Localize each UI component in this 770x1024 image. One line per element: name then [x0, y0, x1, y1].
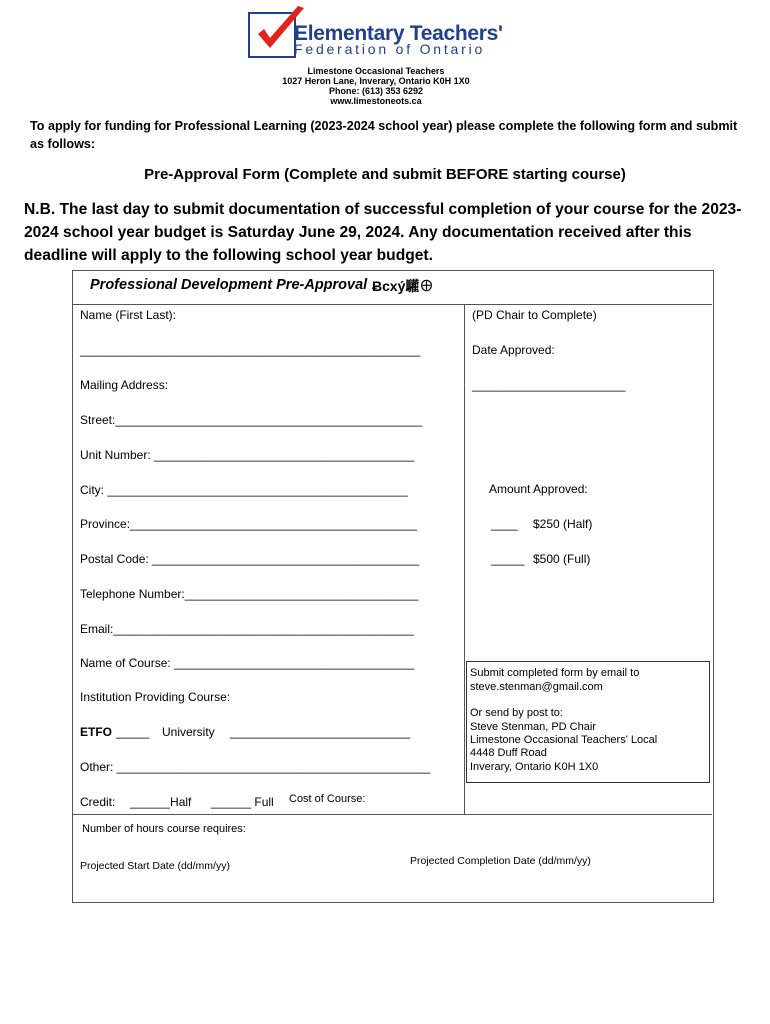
- divider: [72, 304, 712, 305]
- telephone-field[interactable]: Telephone Number:___________________________________: [80, 587, 419, 601]
- submit-instructions: Submit completed form by email to: [470, 667, 640, 679]
- form-title-garbled-glyphs: Ƀсху́驩⊕: [372, 278, 434, 294]
- city-field[interactable]: City: _____________________________________________: [80, 483, 408, 497]
- logo-name: Elementary Teachers': [294, 22, 503, 45]
- logo-federation: Federation of Ontario: [294, 41, 486, 57]
- name-field[interactable]: ___________________________________________________: [80, 343, 421, 357]
- form-subheading: Pre-Approval Form (Complete and submit BEFORE starting course): [144, 166, 626, 183]
- name-label: Name (First Last):: [80, 308, 177, 322]
- cost-label: Cost of Course:: [289, 793, 366, 805]
- org-name: Limestone Occasional Teachers: [307, 66, 445, 76]
- etfo-label: ETFO: [80, 725, 112, 739]
- date-approved-field[interactable]: _______________________: [472, 378, 626, 392]
- institution-label: Institution Providing Course:: [80, 690, 231, 704]
- province-field[interactable]: Province:___________________________________________: [80, 517, 417, 531]
- etfo-field[interactable]: _____: [116, 725, 150, 739]
- postal-code-field[interactable]: Postal Code: ________________________________________: [80, 552, 419, 566]
- mailing-address-label: Mailing Address:: [80, 378, 169, 392]
- deadline-notice: N.B. The last day to submit documentation of successful completion of your course for the 2023-2024 school year budget is Saturday June 29, 2024. Any documentation received after this deadline will apply to the following school year budget.: [24, 201, 742, 264]
- pd-chair-heading: (PD Chair to Complete): [472, 308, 597, 322]
- form-title: Professional Development Pre-Approval: [90, 277, 368, 293]
- date-approved-label: Date Approved:: [472, 343, 555, 357]
- credit-label: Credit:: [80, 795, 116, 809]
- recipient-org: Limestone Occasional Teachers' Local: [470, 734, 658, 746]
- intro-text: To apply for funding for Professional Learning (2023-2024 school year) please complete the following form and submit as follows:: [30, 119, 738, 151]
- unit-number-field[interactable]: Unit Number: _______________________________________: [80, 448, 415, 462]
- email-field[interactable]: Email:_____________________________________________: [80, 622, 414, 636]
- post-instructions: Or send by post to:: [470, 707, 563, 719]
- start-date-label: Projected Start Date (dd/mm/yy): [80, 860, 230, 872]
- credit-full-field[interactable]: ______ Full: [211, 795, 274, 809]
- full-amount-checkbox[interactable]: _____: [491, 552, 525, 566]
- full-amount-label: $500 (Full): [533, 552, 591, 566]
- course-name-field[interactable]: Name of Course: ____________________________________: [80, 656, 415, 670]
- org-phone: Phone: (613) 353 6292: [328, 86, 424, 96]
- university-label: University: [162, 725, 215, 739]
- completion-date-label: Projected Completion Date (dd/mm/yy): [410, 855, 591, 867]
- org-website[interactable]: www.limestoneots.ca: [330, 96, 422, 106]
- university-field[interactable]: ___________________________: [230, 725, 411, 739]
- amount-approved-label: Amount Approved:: [489, 482, 588, 496]
- course-hours-label: Number of hours course requires:: [82, 823, 246, 835]
- recipient-city: Inverary, Ontario K0H 1X0: [470, 761, 599, 773]
- org-address: 1027 Heron Lane, Inverary, Ontario K0H 1X0: [282, 76, 470, 86]
- credit-half-field[interactable]: ______Half: [130, 795, 192, 809]
- submit-email-link[interactable]: steve.stenman@gmail.com: [470, 681, 603, 693]
- other-field[interactable]: Other: _______________________________________________: [80, 760, 431, 774]
- recipient-street: 4448 Duff Road: [470, 747, 547, 759]
- half-amount-checkbox[interactable]: ____: [491, 517, 518, 531]
- divider: [72, 814, 712, 815]
- half-amount-label: $250 (Half): [533, 517, 593, 531]
- recipient-name: Steve Stenman, PD Chair: [470, 721, 596, 733]
- divider: [464, 304, 465, 814]
- street-field[interactable]: Street:______________________________________________: [80, 413, 423, 427]
